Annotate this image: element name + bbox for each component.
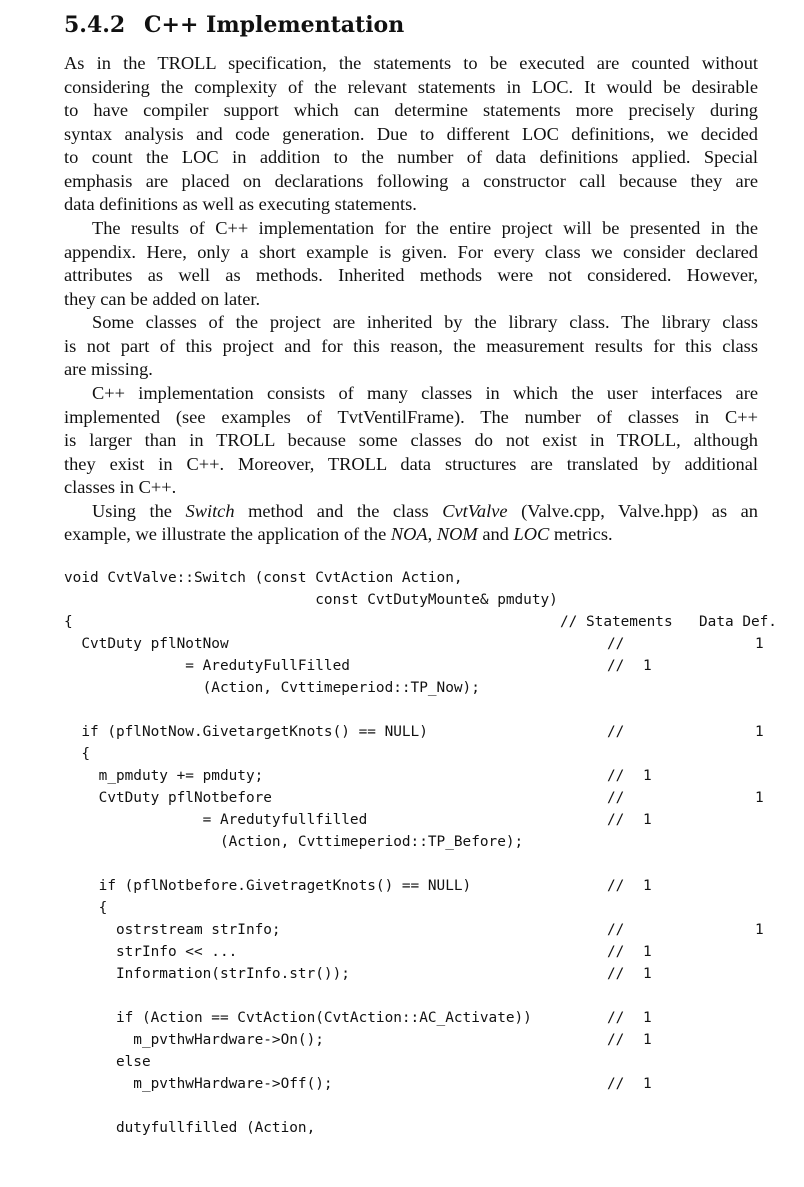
statement-comment-marker: //	[607, 1032, 625, 1048]
section-number: 5.4.2	[64, 12, 126, 38]
code-line: {	[64, 614, 73, 630]
code-line: m_pmduty += pmduty;	[64, 768, 264, 784]
paragraph-line: C++ implementation consists of many classes in which the user interfaces are	[92, 383, 758, 403]
statement-count: 1	[643, 944, 652, 960]
paragraph-line: is not part of this project and for this reason, the measurement results for this class	[64, 335, 758, 356]
paragraph-line: considering the complexity of the relevant statements in LOC. It would be desirable	[64, 76, 758, 97]
text-run: method and the class	[234, 501, 443, 521]
statement-comment-marker: //	[607, 724, 625, 740]
code-line: if (pflNotNow.GivetargetKnots() == NULL)	[64, 724, 428, 740]
code-line: else	[64, 1054, 151, 1070]
data-def-count: 1	[755, 790, 764, 806]
data-def-column-header: Data Def.	[699, 614, 777, 630]
text-run: (Valve.cpp, Valve.hpp) as an	[507, 501, 758, 521]
code-line: m_pvthwHardware->Off();	[64, 1076, 333, 1092]
statement-comment-marker: //	[607, 812, 625, 828]
code-line: strInfo << ...	[64, 944, 238, 960]
code-line: void CvtValve::Switch (const CvtAction Action,	[64, 570, 463, 586]
code-line: CvtDuty pflNotNow	[64, 636, 229, 652]
statements-column-header: // Statements	[560, 614, 673, 630]
code-line: m_pvthwHardware->On();	[64, 1032, 324, 1048]
statement-comment-marker: //	[607, 768, 625, 784]
statement-count: 1	[643, 1076, 652, 1092]
text-run: ,	[427, 524, 437, 544]
data-def-count: 1	[755, 922, 764, 938]
paragraph-line	[64, 500, 758, 523]
statement-count: 1	[643, 1010, 652, 1026]
paragraph-line	[64, 523, 758, 546]
code-line: (Action, Cvttimeperiod::TP_Before);	[64, 834, 524, 850]
code-line: Information(strInfo.str());	[64, 966, 350, 982]
text-run-italic: LOC	[513, 524, 550, 544]
code-line: const CvtDutyMounte& pmduty)	[64, 592, 558, 608]
text-run-italic: Switch	[185, 501, 235, 521]
code-line: dutyfullfilled (Action,	[64, 1120, 316, 1136]
text-run-italic: NOM	[436, 524, 478, 544]
paragraph-line: they exist in C++. Moreover, TROLL data structures are translated by additional	[64, 453, 758, 474]
statement-comment-marker: //	[607, 1010, 625, 1026]
section-heading	[64, 12, 404, 38]
text-run: and	[477, 524, 514, 544]
paragraph-line: appendix. Here, only a short example is given. For every class we consider declared	[64, 241, 758, 262]
paragraph-line: to have compiler support which can determine statements more precisely during	[64, 100, 758, 120]
paragraph-line: As in the TROLL specification, the statements to be executed are counted without	[64, 53, 758, 73]
code-line: ostrstream strInfo;	[64, 922, 281, 938]
statement-comment-marker: //	[607, 944, 625, 960]
statement-count: 1	[643, 658, 652, 674]
text-run: example, we illustrate the application of the	[64, 524, 391, 544]
paragraph-line: classes in C++.	[64, 477, 177, 497]
code-line: if (Action == CvtAction(CvtAction::AC_Activate))	[64, 1010, 532, 1026]
text-run: Using the	[92, 501, 186, 521]
paragraph-line: syntax analysis and code generation. Due to different LOC definitions, we decided	[64, 123, 758, 144]
data-def-count: 1	[755, 636, 764, 652]
text-run-italic: CvtValve	[442, 501, 508, 521]
statement-count: 1	[643, 812, 652, 828]
text-run: metrics.	[549, 524, 613, 544]
paragraph-line: are missing.	[64, 359, 153, 379]
section-title: C++ Implementation	[144, 12, 405, 38]
statement-count: 1	[643, 768, 652, 784]
text-run-italic: NOA	[390, 524, 428, 544]
statement-comment-marker: //	[607, 790, 625, 806]
statement-count: 1	[643, 1032, 652, 1048]
paragraph-line: implemented (see examples of TvtVentilFrame). The number of classes in C++	[64, 406, 758, 427]
paragraph-line: is larger than in TROLL because some classes do not exist in TROLL, although	[64, 430, 758, 450]
paragraph-line: attributes as well as methods. Inherited methods were not considered. However,	[64, 265, 758, 285]
code-line: = AredutyFullFilled	[64, 658, 350, 674]
statement-comment-marker: //	[607, 878, 625, 894]
paragraph-line: they can be added on later.	[64, 288, 261, 309]
statement-comment-marker: //	[607, 966, 625, 982]
code-line: {	[64, 900, 108, 916]
paragraph-line: data definitions as well as executing statements.	[64, 194, 417, 214]
paragraph-line: to count the LOC in addition to the number of data definitions applied. Special	[64, 147, 758, 167]
data-def-count: 1	[755, 724, 764, 740]
statement-comment-marker: //	[607, 1076, 625, 1092]
code-line: (Action, Cvttimeperiod::TP_Now);	[64, 680, 480, 696]
statement-count: 1	[643, 966, 652, 982]
code-line: if (pflNotbefore.GivetragetKnots() == NULL)	[64, 878, 472, 894]
code-line: CvtDuty pflNotbefore	[64, 790, 272, 806]
paragraph-line: The results of C++ implementation for the entire project will be presented in the	[92, 218, 758, 238]
statement-count: 1	[643, 878, 652, 894]
paragraph-line: Some classes of the project are inherited by the library class. The library class	[92, 312, 758, 332]
code-line: = Aredutyfullfilled	[64, 812, 368, 828]
statement-comment-marker: //	[607, 658, 625, 674]
paragraph-line: emphasis are placed on declarations following a constructor call because they are	[64, 170, 758, 191]
statement-comment-marker: //	[607, 636, 625, 652]
statement-comment-marker: //	[607, 922, 625, 938]
code-line: {	[64, 746, 90, 762]
